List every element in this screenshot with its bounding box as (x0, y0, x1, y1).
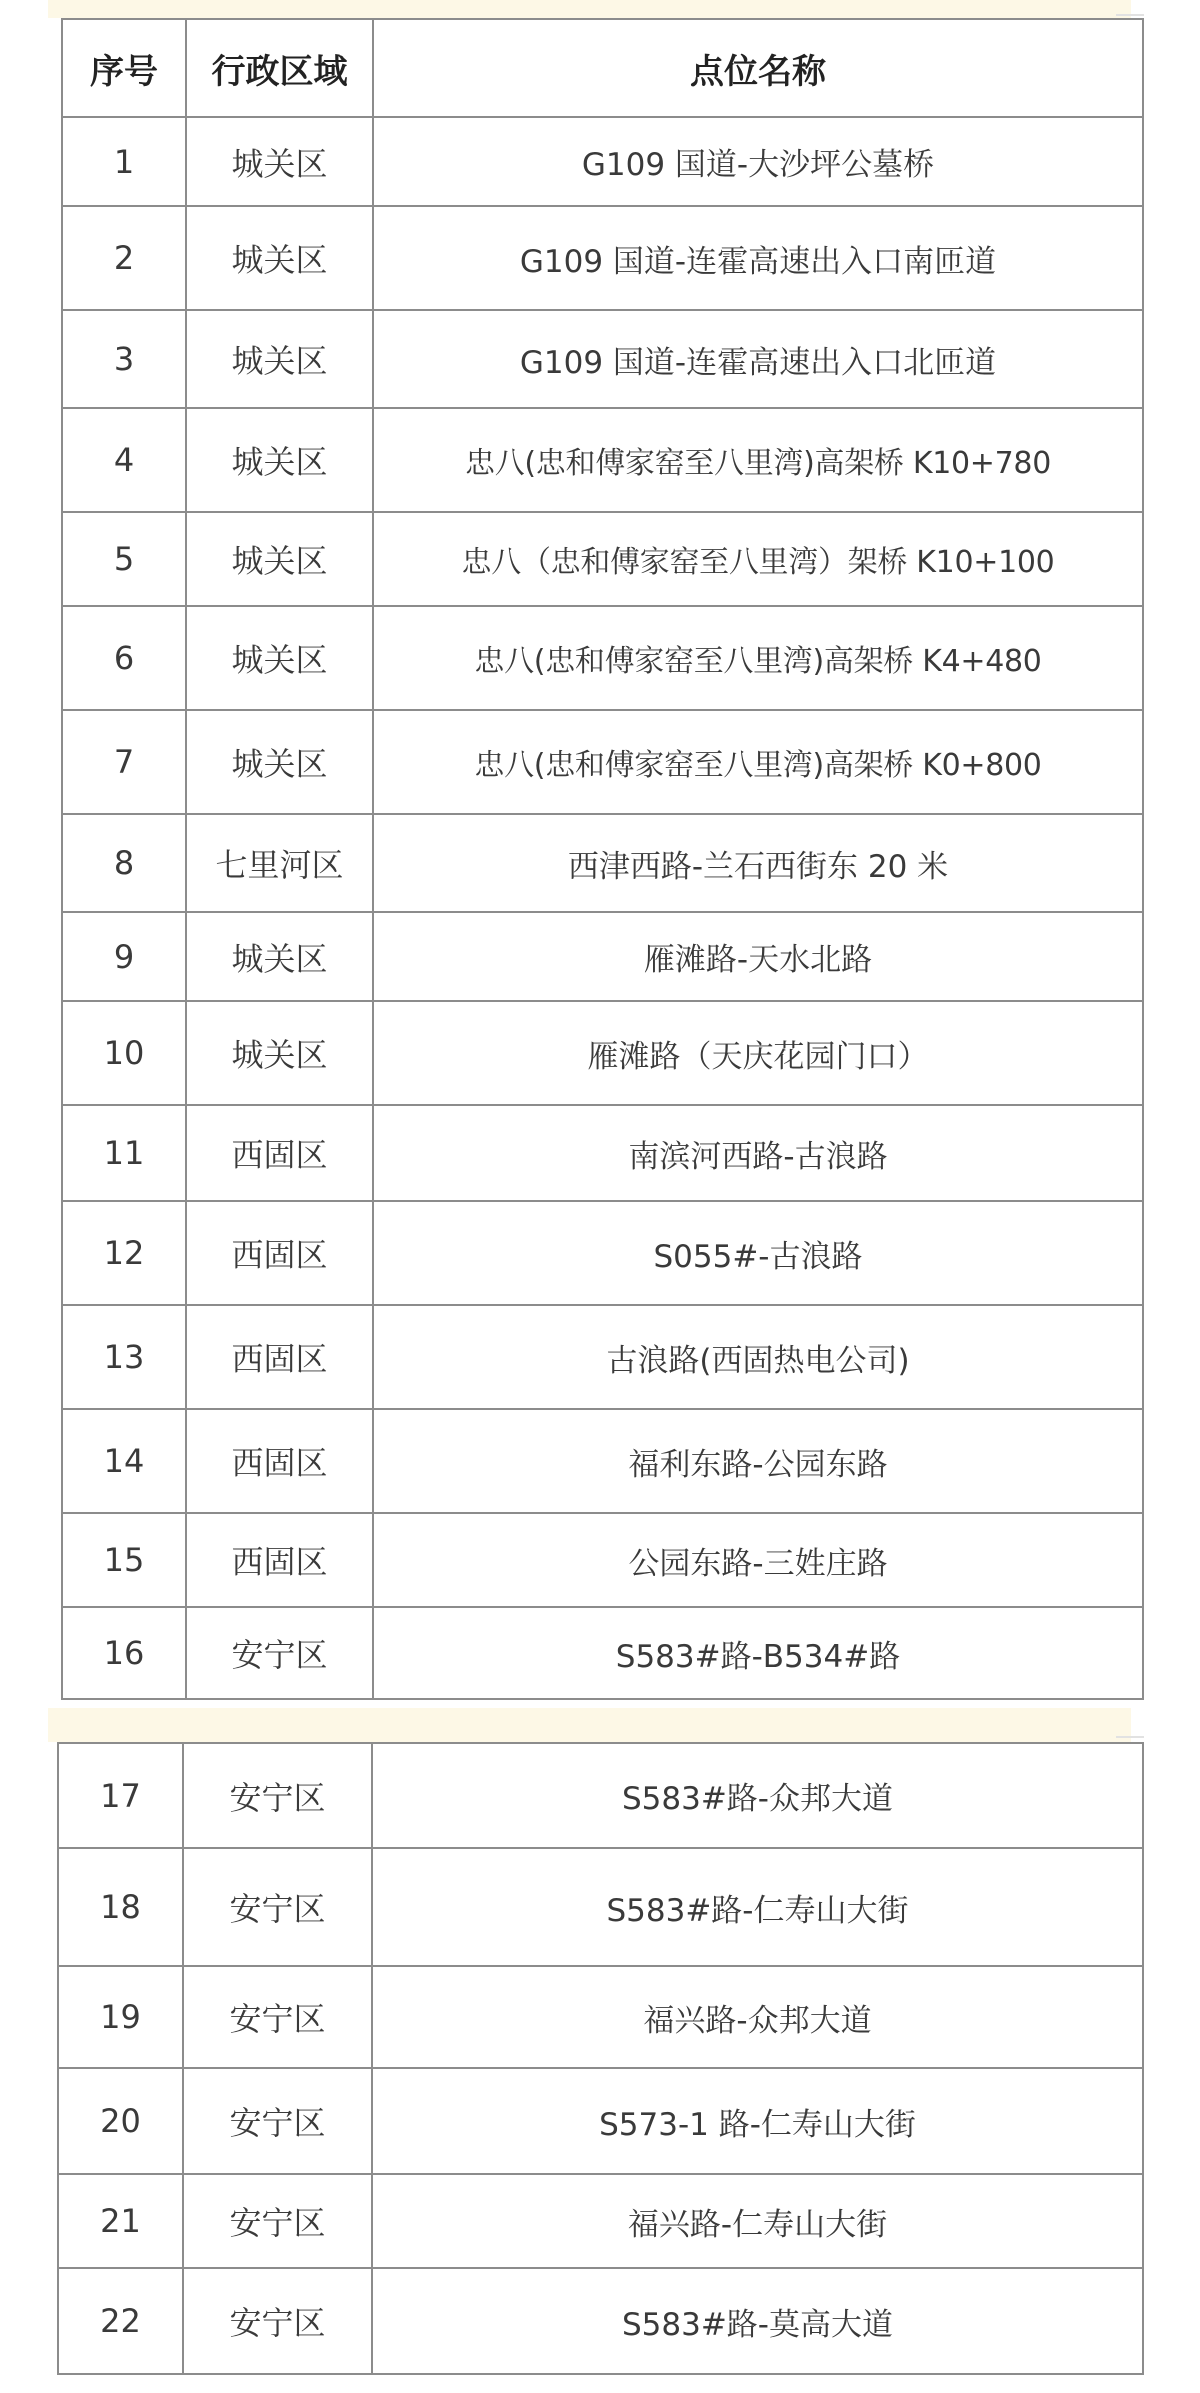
district-cell: 西固区 (186, 1513, 373, 1607)
table-row (62, 1607, 1143, 1699)
location-name-cell: G109 国道-连霍高速出入口南匝道 (373, 206, 1143, 310)
location-name-cell: S573-1 路-仁寿山大街 (372, 2068, 1143, 2174)
location-name-cell: S055#-古浪路 (373, 1201, 1143, 1305)
district-cell: 城关区 (186, 408, 373, 512)
location-name-cell: 忠八（忠和傅家窑至八里湾）架桥 K10+100 (373, 512, 1143, 606)
page-edge-mark (1116, 14, 1144, 16)
row-number-cell: 10 (62, 1001, 186, 1105)
district-cell: 城关区 (186, 912, 373, 1001)
district-cell: 城关区 (186, 606, 373, 710)
row-number-cell: 17 (58, 1743, 183, 1848)
row-number-cell: 9 (62, 912, 186, 1001)
header-row-number: 序号 (62, 19, 186, 117)
location-name-cell: G109 国道-大沙坪公墓桥 (373, 117, 1143, 206)
table-row (62, 912, 1143, 1001)
location-name-cell: 福兴路-仁寿山大街 (372, 2174, 1143, 2268)
district-cell: 城关区 (186, 206, 373, 310)
row-number-cell: 6 (62, 606, 186, 710)
location-name-cell: G109 国道-连霍高速出入口北匝道 (373, 310, 1143, 408)
row-number-cell: 11 (62, 1105, 186, 1201)
header-district: 行政区域 (186, 19, 373, 117)
location-name-cell: S583#路-莫高大道 (372, 2268, 1143, 2374)
row-number-cell: 8 (62, 814, 186, 912)
district-cell: 安宁区 (183, 1966, 372, 2068)
district-cell: 城关区 (186, 710, 373, 814)
page-edge-mark (1116, 1736, 1144, 1738)
district-cell: 城关区 (186, 310, 373, 408)
row-number-cell: 22 (58, 2268, 183, 2374)
table-row (58, 1848, 1143, 1966)
district-cell: 安宁区 (183, 2174, 372, 2268)
row-number-cell: 1 (62, 117, 186, 206)
table-row (62, 1409, 1143, 1513)
location-name-cell: S583#路-仁寿山大街 (372, 1848, 1143, 1966)
row-number-cell: 7 (62, 710, 186, 814)
table-row (62, 1305, 1143, 1409)
row-number-cell: 20 (58, 2068, 183, 2174)
district-cell: 西固区 (186, 1201, 373, 1305)
table-row (62, 1001, 1143, 1105)
table-row (58, 2268, 1143, 2374)
district-cell: 七里河区 (186, 814, 373, 912)
row-number-cell: 2 (62, 206, 186, 310)
table-row (58, 2068, 1143, 2174)
table-row (62, 1201, 1143, 1305)
location-name-cell: S583#路-众邦大道 (372, 1743, 1143, 1848)
table-row (62, 408, 1143, 512)
district-cell: 安宁区 (183, 1848, 372, 1966)
district-cell: 城关区 (186, 1001, 373, 1105)
district-cell: 安宁区 (183, 1743, 372, 1848)
district-cell: 安宁区 (186, 1607, 373, 1699)
district-cell: 安宁区 (183, 2068, 372, 2174)
monitoring-points-table-part-2 (57, 1742, 1144, 2375)
row-number-cell: 19 (58, 1966, 183, 2068)
location-name-cell: 忠八(忠和傅家窑至八里湾)高架桥 K0+800 (373, 710, 1143, 814)
location-name-cell: 忠八(忠和傅家窑至八里湾)高架桥 K4+480 (373, 606, 1143, 710)
row-number-cell: 4 (62, 408, 186, 512)
district-cell: 西固区 (186, 1305, 373, 1409)
row-number-cell: 3 (62, 310, 186, 408)
table-row (58, 1966, 1143, 2068)
location-name-cell: 忠八(忠和傅家窑至八里湾)高架桥 K10+780 (373, 408, 1143, 512)
table-row (62, 206, 1143, 310)
location-name-cell: 西津西路-兰石西街东 20 米 (373, 814, 1143, 912)
row-number-cell: 21 (58, 2174, 183, 2268)
location-name-cell: 雁滩路-天水北路 (373, 912, 1143, 1001)
table-row (62, 1105, 1143, 1201)
header-location-name: 点位名称 (373, 19, 1143, 117)
row-number-cell: 5 (62, 512, 186, 606)
location-name-cell: S583#路-B534#路 (373, 1607, 1143, 1699)
district-cell: 安宁区 (183, 2268, 372, 2374)
row-number-cell: 16 (62, 1607, 186, 1699)
location-name-cell: 南滨河西路-古浪路 (373, 1105, 1143, 1201)
district-cell: 城关区 (186, 512, 373, 606)
location-name-cell: 公园东路-三姓庄路 (373, 1513, 1143, 1607)
district-cell: 城关区 (186, 117, 373, 206)
top-page-edge (48, 0, 1131, 18)
table-row (58, 1743, 1143, 1848)
table-row (62, 606, 1143, 710)
table-row (58, 2174, 1143, 2268)
table-row (62, 310, 1143, 408)
location-name-cell: 福兴路-众邦大道 (372, 1966, 1143, 2068)
district-cell: 西固区 (186, 1105, 373, 1201)
monitoring-points-table-part-1 (61, 18, 1144, 1700)
table-row (62, 1513, 1143, 1607)
table-header-row (62, 19, 1143, 117)
location-name-cell: 福利东路-公园东路 (373, 1409, 1143, 1513)
location-name-cell: 雁滩路（天庆花园门口） (373, 1001, 1143, 1105)
table-row (62, 512, 1143, 606)
table-row (62, 710, 1143, 814)
table-row (62, 814, 1143, 912)
district-cell: 西固区 (186, 1409, 373, 1513)
row-number-cell: 15 (62, 1513, 186, 1607)
row-number-cell: 13 (62, 1305, 186, 1409)
table-row (62, 117, 1143, 206)
location-name-cell: 古浪路(西固热电公司) (373, 1305, 1143, 1409)
row-number-cell: 18 (58, 1848, 183, 1966)
page-break (48, 1708, 1131, 1742)
row-number-cell: 14 (62, 1409, 186, 1513)
row-number-cell: 12 (62, 1201, 186, 1305)
